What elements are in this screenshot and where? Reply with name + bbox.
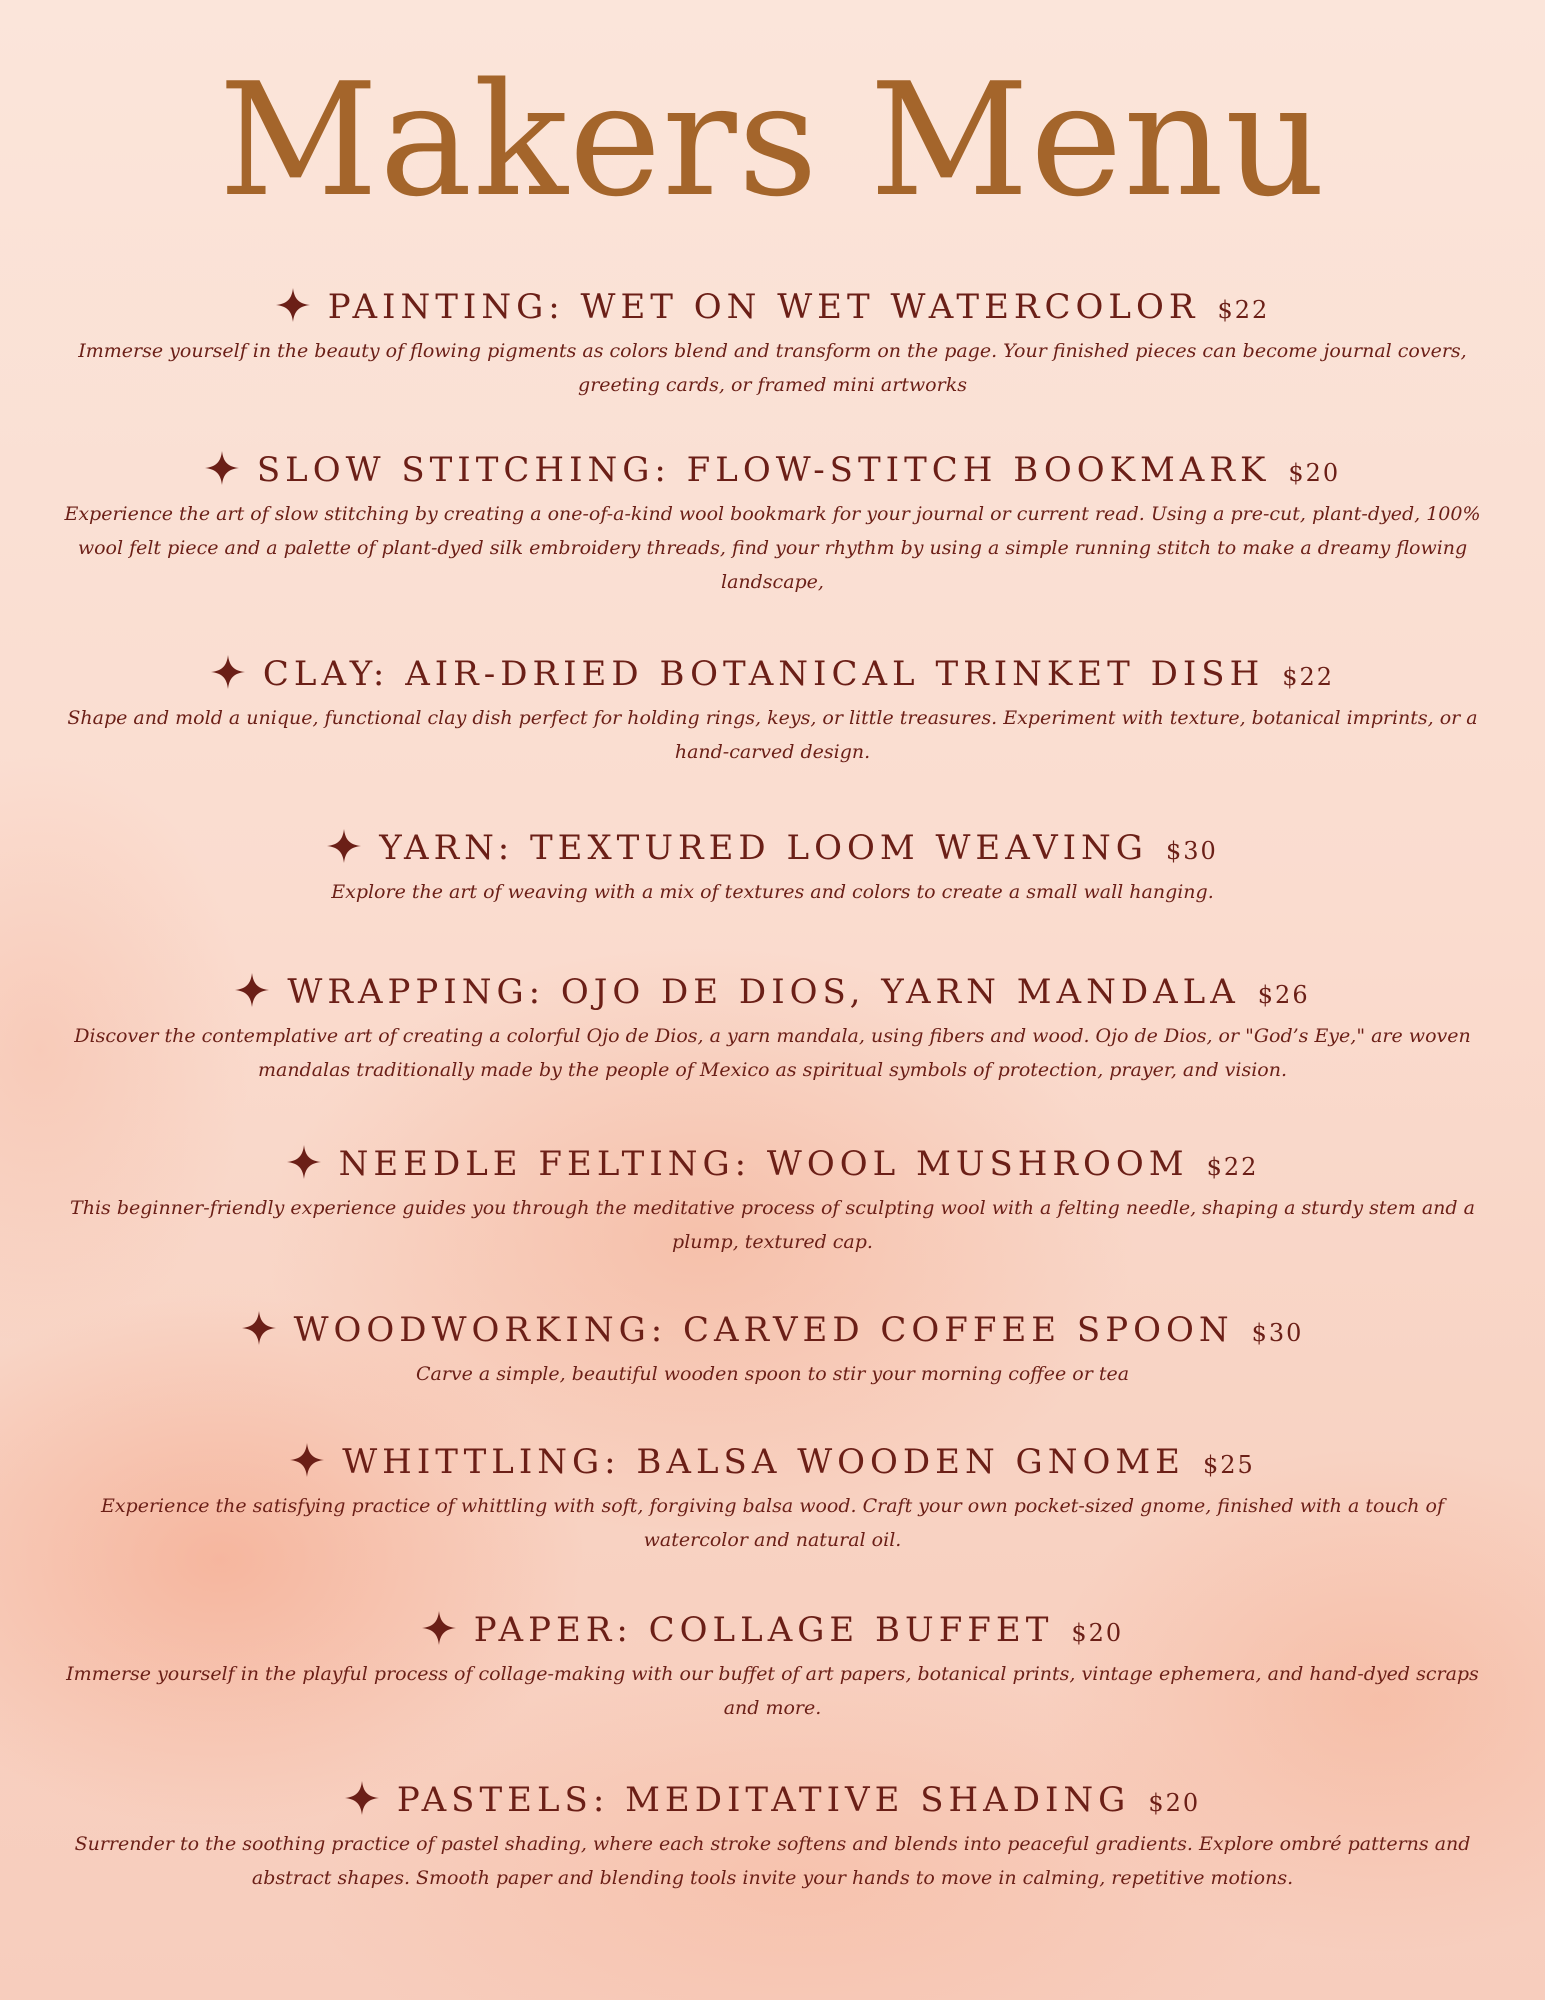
menu-item — [60, 1608, 1485, 1725]
menu-item — [60, 285, 1485, 402]
menu-item-price: $30 — [1251, 1319, 1304, 1347]
menu-item-heading — [60, 1778, 1485, 1825]
four-point-star-icon — [235, 973, 269, 1007]
menu-item-name: PAPER: COLLAGE BUFFET — [473, 1610, 1054, 1650]
menu-item-price: $20 — [1288, 459, 1341, 487]
menu-item — [60, 652, 1485, 769]
menu-item-name: PASTELS: MEDITATIVE SHADING — [396, 1780, 1131, 1820]
menu-item-description: Shape and mold a unique, functional clay dish perfect for holding rings, keys, or little treasures. Experiment with texture, botanical imprints, or a hand-carved design. — [67, 707, 1478, 763]
menu-item — [60, 826, 1485, 909]
menu-item-description: This beginner-friendly experience guides you through the meditative process of sculpting wool with a felting needle, shaping a sturdy stem and a plump, textured cap. — [70, 1197, 1475, 1253]
menu-item-heading — [60, 1440, 1485, 1487]
menu-item-heading — [60, 448, 1485, 495]
menu-item-description: Explore the art of weaving with a mix of textures and colors to create a small wall hanging. — [331, 881, 1214, 903]
menu-item — [60, 1440, 1485, 1557]
menu-item — [60, 1308, 1485, 1391]
menu-item — [60, 970, 1485, 1087]
four-point-star-icon — [345, 1781, 379, 1815]
menu-item — [60, 1778, 1485, 1895]
menu-item-name: PAINTING: WET ON WET WATERCOLOR — [327, 287, 1200, 327]
menu-item — [60, 1142, 1485, 1259]
menu-item-description: Experience the art of slow stitching by creating a one-of-a-kind wool bookmark for your journal or current read. Using a pre-cut, plant-dyed, 100% wool felt piece and a palette of plant-dyed silk embroidery threads, find your rhythm by using a simple running stitch to make a dreamy flowing landscape, — [64, 503, 1481, 593]
four-point-star-icon — [276, 288, 310, 322]
page-title: Makers Menu — [218, 49, 1327, 231]
menu-item-name: YARN: TEXTURED LOOM WEAVING — [379, 828, 1148, 868]
menu-item-description: Experience the satisfying practice of whittling with soft, forgiving balsa wood. Craft your own pocket-sized gnome, finished with a touch of watercolor and natural oil. — [100, 1495, 1445, 1551]
menu-item-price: $20 — [1071, 1619, 1124, 1647]
menu-item-description: Immerse yourself in the beauty of flowing pigments as colors blend and transform on the page. Your finished pieces can become journal covers, greeting cards, or framed mini artworks — [78, 340, 1467, 396]
menu-item-price: $25 — [1202, 1451, 1255, 1479]
menu-item-price: $26 — [1257, 981, 1310, 1009]
four-point-star-icon — [287, 1145, 321, 1179]
four-point-star-icon — [422, 1611, 456, 1645]
menu-item-name: SLOW STITCHING: FLOW-STITCH BOOKMARK — [256, 450, 1271, 490]
menu-item-name: CLAY: AIR-DRIED BOTANICAL TRINKET DISH — [262, 654, 1265, 694]
menu-item-price: $22 — [1217, 296, 1270, 324]
four-point-star-icon — [290, 1443, 324, 1477]
menu-item-price: $22 — [1206, 1153, 1259, 1181]
four-point-star-icon — [211, 655, 245, 689]
four-point-star-icon — [327, 829, 361, 863]
menu-item-name: WRAPPING: OJO DE DIOS, YARN MANDALA — [287, 972, 1240, 1012]
menu-item-heading — [60, 1608, 1485, 1655]
menu-item-heading — [60, 285, 1485, 332]
menu-item-heading — [60, 826, 1485, 873]
menu-item-price: $30 — [1165, 837, 1218, 865]
menu-item-price: $22 — [1282, 663, 1335, 691]
four-point-star-icon — [242, 1311, 276, 1345]
menu-item-name: WOODWORKING: CARVED COFFEE SPOON — [293, 1310, 1234, 1350]
menu-item-description: Surrender to the soothing practice of pastel shading, where each stroke softens and blends into peaceful gradients. Explore ombré patterns and abstract shapes. Smooth paper and blending tools invite your hands to move in calming, repetitive motions. — [74, 1833, 1471, 1889]
menu-item-name: WHITTLING: BALSA WOODEN GNOME — [342, 1442, 1185, 1482]
menu-item-description: Immerse yourself in the playful process of collage-making with our buffet of art papers, botanical prints, vintage ephemera, and hand-dyed scraps and more. — [66, 1663, 1479, 1719]
menu-item-heading — [60, 1308, 1485, 1355]
menu-item-price: $20 — [1148, 1789, 1201, 1817]
menu-item-name: NEEDLE FELTING: WOOL MUSHROOM — [338, 1144, 1189, 1184]
menu-item-description: Carve a simple, beautiful wooden spoon to stir your morning coffee or tea — [415, 1363, 1130, 1385]
menu-item-heading — [60, 1142, 1485, 1189]
menu-item-heading — [60, 652, 1485, 699]
menu-item — [60, 448, 1485, 599]
menu-item-description: Discover the contemplative art of creating a colorful Ojo de Dios, a yarn mandala, using fibers and wood. Ojo de Dios, or "God’s Eye," are woven mandalas traditionally made by the people of Mexico as spiritual symbols of protection, prayer, and vision. — [74, 1025, 1471, 1081]
four-point-star-icon — [205, 451, 239, 485]
menu-item-heading — [60, 970, 1485, 1017]
